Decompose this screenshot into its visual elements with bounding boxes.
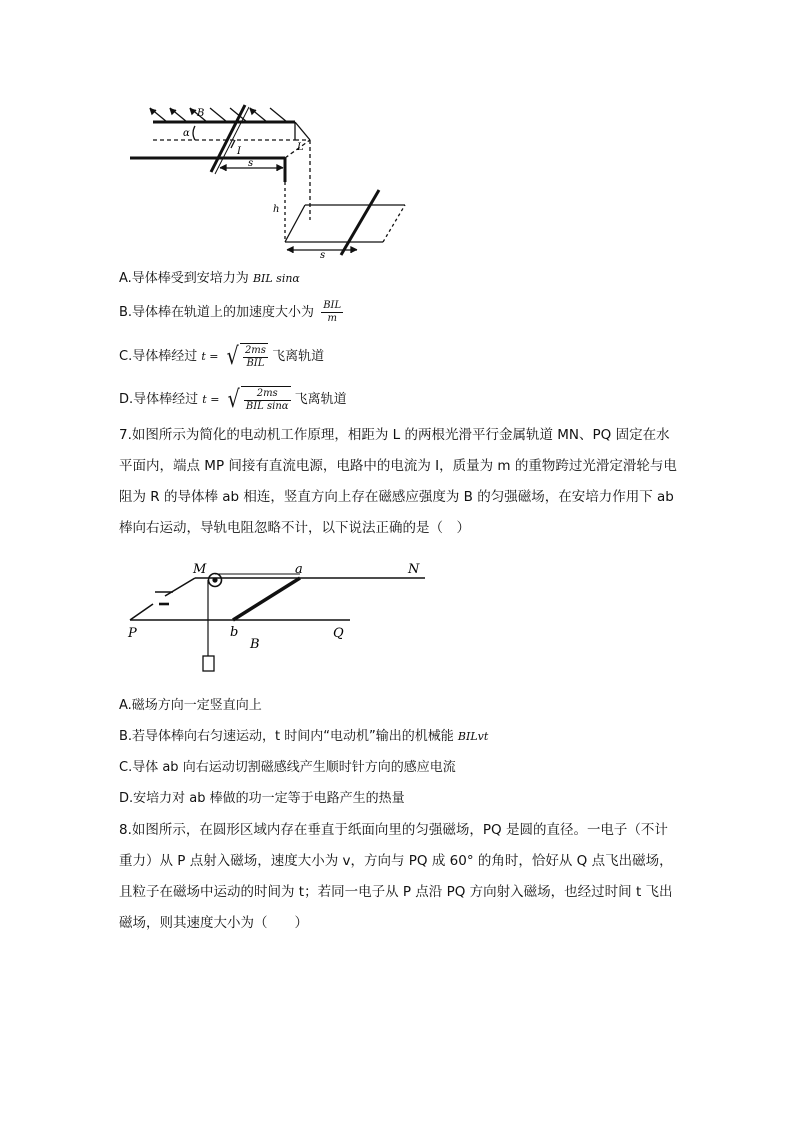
fig1-label-L: L: [297, 142, 304, 153]
q6-option-d-sqrt: √ $\frac{2ms}{\text{BIL sinα}}$: [227, 385, 289, 413]
fig1-label-s-bottom: s: [320, 250, 326, 261]
q8-stem: 8.如图所示，在圆形区域内存在垂直于纸面向里的匀强磁场，PQ 是圆的直径。一电子（不计重力）从 P 点射入磁场，速度大小为 v，方向与 PQ 成 60° 的角时，恰好从 Q 点飞出磁场，且粒子在磁场中运动的时间为 t；若同一电子从 P 点沿 PQ 方向射入磁场，也经过时间 t 飞出磁场，则其速度大小为（ ）: [119, 822, 673, 931]
rail-figure-1: [125, 100, 410, 265]
q7-option-c: C.导体 ab 向右运动切割磁感线产生顺时针方向的感应电流: [119, 760, 456, 775]
q6-option-a-text: A.导体棒受到安培力为: [119, 271, 249, 286]
fig1-label-h: h: [273, 204, 280, 215]
q7-option-a: A.磁场方向一定竖直向上: [119, 698, 262, 713]
q7-stem: 7.如图所示为简化的电动机工作原理，相距为 L 的两根光滑平行金属轨道 MN、PQ 固定在水平面内，端点 MP 间接有直流电源，电路中的电流为 I，质量为 m 的重物跨过光滑定滑轮与电阻为 R 的导体棒 ab 相连，竖直方向上存在磁感应强度为 B 的匀强磁场，在安培力作用下 ab 棒向右运动，导轨电阻忽略不计，以下说法正确的是（ ）: [119, 427, 677, 536]
q6-option-b-text: B.导体棒在轨道上的加速度大小为: [119, 305, 315, 320]
q7-option-b-formula: BILvt: [457, 730, 489, 743]
q6-option-c: C.导体棒经过 t = √ $\frac{2ms}{\text{BIL}}$ 飞离轨道: [119, 342, 325, 370]
q6-option-c-sqrt: √ $\frac{2ms}{\text{BIL}}$: [226, 342, 266, 370]
q6-option-a-formula: BIL sinα: [252, 272, 300, 285]
q6-option-b-fraction: $\frac{\text{BIL}}{m}$: [323, 300, 342, 324]
q6-option-d: D.导体棒经过 t = √ $\frac{2ms}{\text{BIL sinα}}$ 飞离轨道: [119, 385, 347, 413]
fig2-label-a: a: [295, 562, 303, 577]
fig2-label-Q: Q: [333, 626, 344, 641]
q6-option-a: [119, 270, 300, 288]
fig1-label-I: I: [237, 146, 241, 157]
q6-option-d-text: D.导体棒经过: [119, 392, 199, 407]
q6-option-b: [119, 300, 343, 325]
motor-figure: [125, 558, 430, 683]
q7-option-b: B.若导体棒向右匀速运动，t 时间内“电动机”输出的机械能 BILvt: [119, 729, 489, 744]
fig1-label-s-top: s: [248, 158, 254, 169]
q7-option-d: D.安培力对 ab 棒做的功一定等于电路产生的热量: [119, 791, 405, 806]
fig1-label-B: B: [197, 108, 205, 119]
fig1-label-alpha: α: [183, 128, 190, 139]
fig2-label-N: N: [408, 562, 420, 577]
q6-option-c-text: C.导体棒经过: [119, 349, 198, 364]
fig2-label-P: P: [128, 626, 137, 641]
fig2-label-M: M: [193, 562, 207, 577]
fig2-label-b: b: [230, 625, 239, 640]
fig2-label-B: B: [250, 637, 260, 652]
